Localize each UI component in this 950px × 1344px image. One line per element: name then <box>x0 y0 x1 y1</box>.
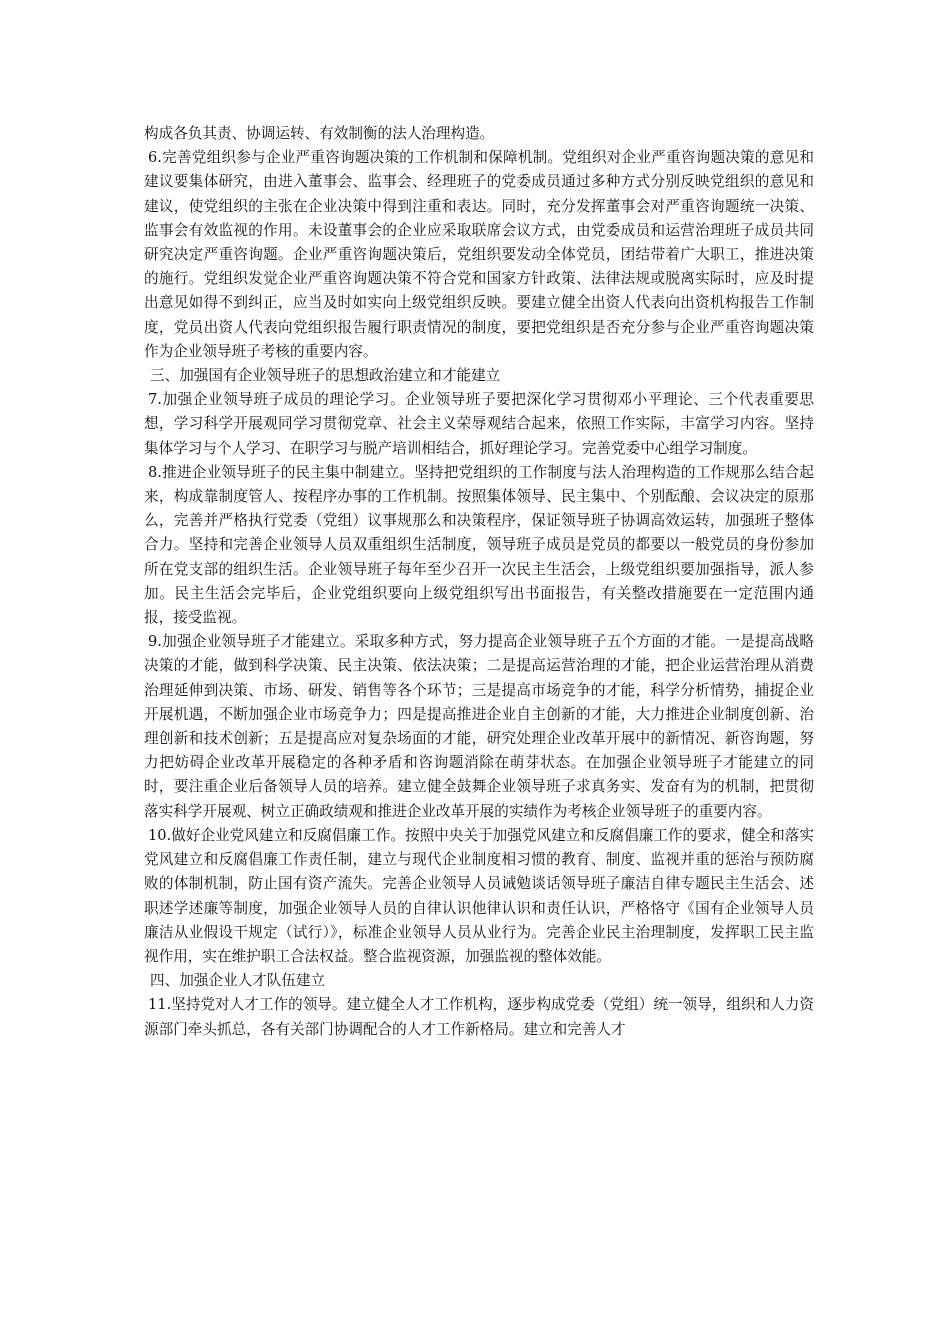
paragraph-item-7: 7.加强企业领导班子成员的理论学习。企业领导班子要把深化学习贯彻邓小平理论、三个代表重要思想，学习科学开展观同学习贯彻党章、社会主义荣辱观结合起来，依照工作实际，丰富学习内容。坚持集体学习与个人学习、在职学习与脱产培训相结合，抓好理论学习。完善党委中心组学习制度。 <box>144 391 814 457</box>
paragraph-item-11: 11.坚持党对人才工作的领导。建立健全人才工作机构，逐步构成党委（党组）统一领导，组织和人力资源部门牵头抓总，各有关部门协调配合的人才工作新格局。建立和完善人才 <box>144 996 814 1038</box>
paragraph-item-9: 9.加强企业领导班子才能建立。采取多种方式，努力提高企业领导班子五个方面的才能。一是提高战略决策的才能，做到科学决策、民主决策、依法决策；二是提高运营治理的才能，把企业运营治理从消费治理延伸到决策、市场、研发、销售等各个环节；三是提高市场竞争的才能，科学分析情势，捕捉企业开展机遇，不断加强企业市场竞争力；四是提高推进企业自主创新的才能，大力推进企业制度创新、治理创新和技术创新；五是提高应对复杂场面的才能，研究处理企业改革开展中的新情况、新咨询题，努力把妨碍企业改革开展稳定的各种矛盾和咨询题消除在萌芽状态。在加强企业领导班子才能建立的同时，要注重企业后备领导人员的培养。建立健全鼓舞企业领导班子求真务实、发奋有为的机制，把贯彻落实科学开展观、树立正确政绩观和推进企业改革开展的实绩作为考核企业领导班子的重要内容。 <box>144 633 814 820</box>
paragraph-continuation: 构成各负其责、协调运转、有效制衡的法人治理构造。 <box>144 125 495 142</box>
section-heading-4: 四、加强企业人才队伍建立 <box>150 972 326 990</box>
document-page <box>144 122 814 1042</box>
section-heading-3: 三、加强国有企业领导班子的思想政治建立和才能建立 <box>150 367 501 385</box>
paragraph-item-6: 6.完善党组织参与企业严重咨询题决策的工作机制和保障机制。党组织对企业严重咨询题决策的意见和建议要集体研究，由进入董事会、监事会、经理班子的党委成员通过多种方式分别反映党组织的意见和建议，使党组织的主张在企业决策中得到注重和表达。同时，充分发挥董事会对严重咨询题统一决策、监事会有效监视的作用。未设董事会的企业应采取联席会议方式，由党委成员和运营治理班子成员共同研究决定严重咨询题。企业严重咨询题决策后，党组织要发动全体党员，团结带着广大职工，推进决策的施行。党组织发觉企业严重咨询题决策不符合党和国家方针政策、法律法规或脱离实际时，应及时提出意见如得不到纠正，应当及时如实向上级党组织反映。要建立健全出资人代表向出资机构报告工作制度，党员出资人代表向党组织报告履行职责情况的制度，要把党组织是否充分参与企业严重咨询题决策作为企业领导班子考核的重要内容。 <box>144 149 814 360</box>
paragraph-item-8: 8.推进企业领导班子的民主集中制建立。坚持把党组织的工作制度与法人治理构造的工作规那么结合起来，构成靠制度管人、按程序办事的工作机制。按照集体领导、民主集中、个别酝酿、会议决定的原那么，完善并严格执行党委（党组）议事规那么和决策程序，保证领导班子协调高效运转，加强班子整体合力。坚持和完善企业领导人员双重组织生活制度，领导班子成员是党员的都要以一般党员的身份参加所在党支部的组织生活。企业领导班子每年至少召开一次民主生活会，上级党组织要加强指导，派人参加。民主生活会完毕后，企业党组织要向上级党组织写出书面报告，有关整改措施要在一定范围内通报，接受监视。 <box>144 463 814 627</box>
paragraph-item-10: 10.做好企业党风建立和反腐倡廉工作。按照中央关于加强党风建立和反腐倡廉工作的要求，健全和落实党风建立和反腐倡廉工作责任制，建立与现代企业制度相习惯的教育、制度、监视并重的惩治与预防腐败的体制机制，防止国有资产流失。完善企业领导人员诫勉谈话领导班子廉洁自律专题民主生活会、述职述学述廉等制度，加强企业领导人员的自律认识他律认识和责任认识，严格恪守《国有企业领导人员廉洁从业假设干规定（试行）》，标准企业领导人员从业行为。完善企业民主治理制度，发挥职工民主监视作用，实在维护职工合法权益。整合监视资源，加强监视的整体效能。 <box>144 826 814 965</box>
